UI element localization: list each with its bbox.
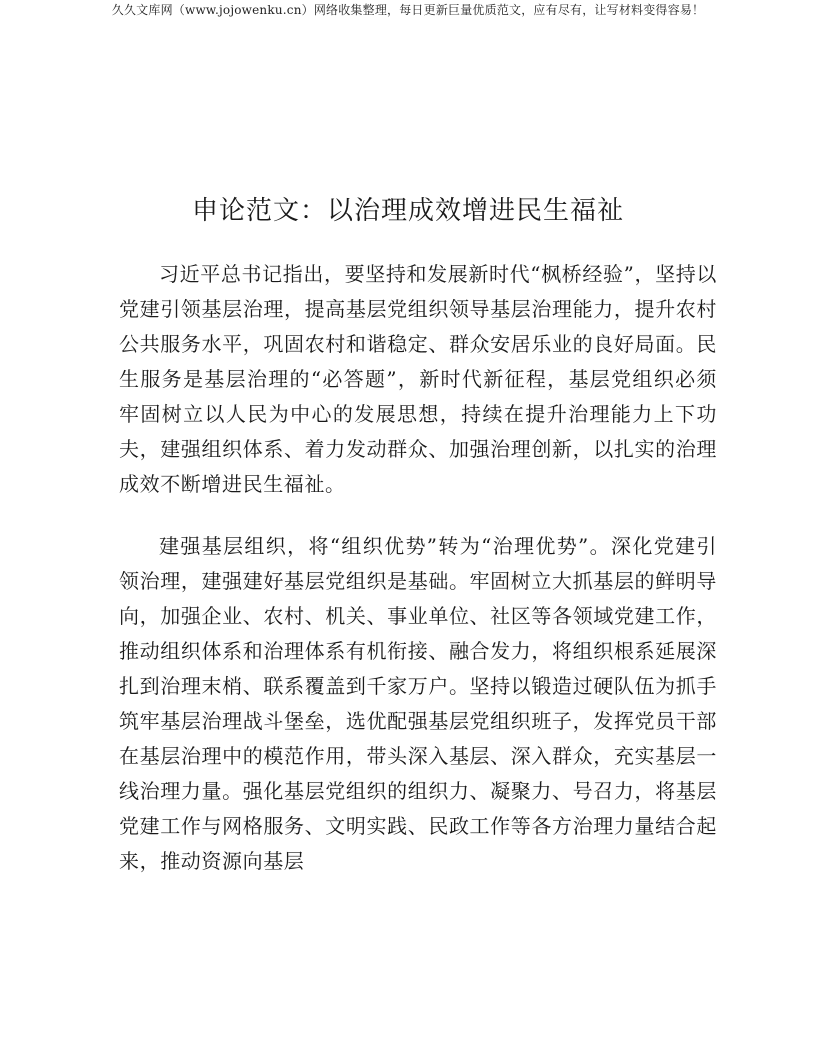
- paragraph-1: 习近平总书记指出，要坚持和发展新时代“枫桥经验”，坚持以党建引领基层治理，提高基层党组织领导基层治理能力，提升农村公共服务水平，巩固农村和谐稳定、群众安居乐业的良好局面。民生服务是基层治理的“必答题”，新时代新征程，基层党组织必须牢固树立以人民为中心的发展思想，持续在提升治理能力上下功夫，建强组织体系、着力发动群众、加强治理创新，以扎实的治理成效不断增进民生福祉。: [119, 262, 717, 496]
- source-header-note: 久久文库网（www.jojowenku.cn）网络收集整理，每日更新巨量优质范文，应有尽有，让写材料变得容易！: [111, 3, 705, 17]
- paragraph-2: 建强基层组织，将“组织优势”转为“治理优势”。深化党建引领治理，建强建好基层党组织是基础。牢固树立大抓基层的鲜明导向，加强企业、农村、机关、事业单位、社区等各领域党建工作，推动组织体系和治理体系有机衔接、融合发力，将组织根系延展深扎到治理末梢、联系覆盖到千家万户。坚持以锻造过硬队伍为抓手筑牢基层治理战斗堡垒，选优配强基层党组织班子，发挥党员干部在基层治理中的模范作用，带头深入基层、深入群众，充实基层一线治理力量。强化基层党组织的组织力、凝聚力、号召力，将基层党建工作与网格服务、文明实践、民政工作等各方治理力量结合起来，推动资源向基层: [119, 534, 717, 873]
- article-title: 申论范文：以治理成效增进民生福祉: [191, 196, 624, 226]
